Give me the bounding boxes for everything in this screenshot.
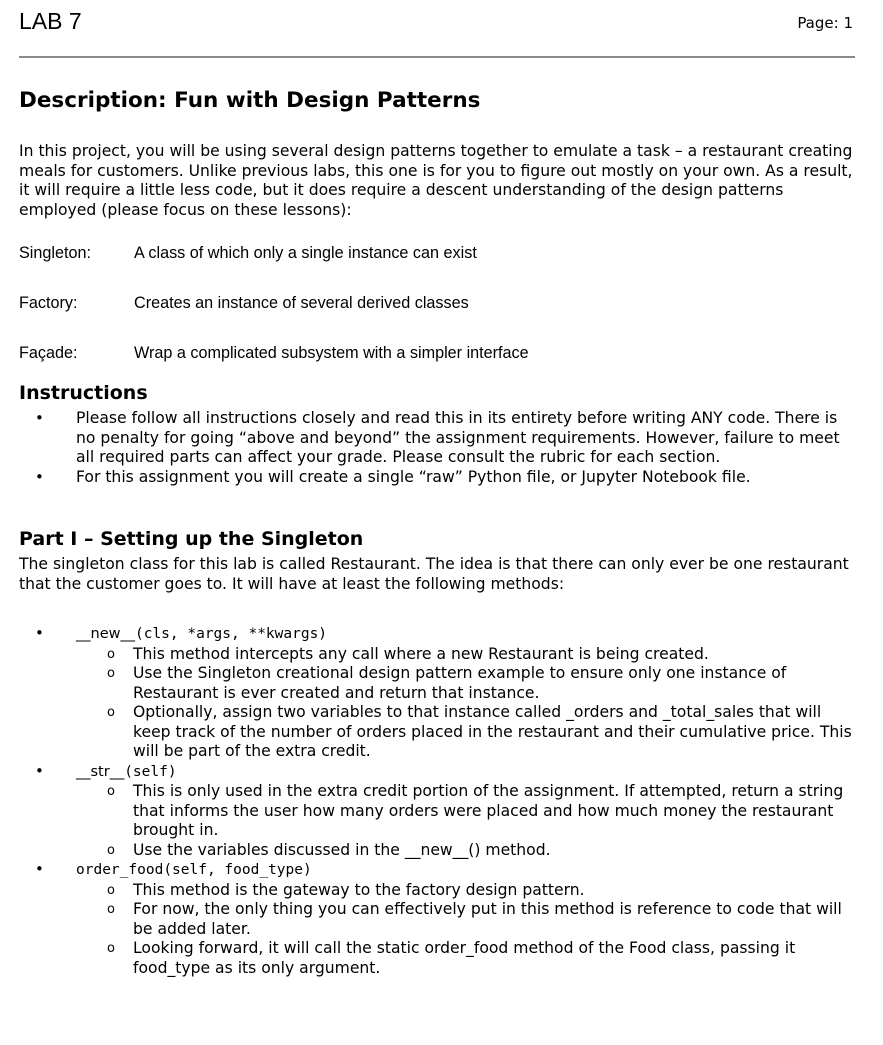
method-notes [76, 881, 859, 979]
pattern-singleton [19, 243, 859, 263]
method-new [19, 624, 859, 762]
pattern-description: Wrap a complicated subsystem with a simpler interface [134, 344, 529, 362]
method-order-food [19, 860, 859, 978]
list-item: o Use the variables discussed in the __new__() method. [76, 841, 859, 861]
method-str [19, 762, 859, 861]
method-name: __new__ [76, 626, 135, 642]
methods-list [19, 624, 859, 978]
list-item: • Please follow all instructions closely and read this in its entirety before writing ANY code. There is no penalty for going “above and beyond” the assignment requirements. However, failure to meet all required parts can affect your grade. Please consult the rubric for each section. [19, 409, 859, 468]
pattern-factory [19, 293, 859, 313]
list-item: o For now, the only thing you can effectively put in this method is reference to code that will be added later. [76, 900, 859, 939]
list-item: • For this assignment you will create a single “raw” Python file, or Jupyter Notebook file. [19, 468, 859, 488]
header-divider [19, 56, 855, 58]
pattern-term: Factory: [19, 294, 78, 312]
pattern-description: A class of which only a single instance can exist [134, 244, 477, 262]
pattern-definitions [19, 243, 859, 363]
list-item: o Optionally, assign two variables to that instance called _orders and _total_sales that will keep track of the number of orders placed in the restaurant and their cumulative price. This will be part of the extra credit. [76, 703, 859, 762]
method-signature: (self, food_type) [163, 862, 312, 878]
page-number: Page: 1 [797, 14, 853, 32]
method-signature: (self) [124, 763, 177, 780]
description-heading: Description: Fun with Design Patterns [19, 88, 481, 113]
list-item: o This method intercepts any call where a new Restaurant is being created. [76, 645, 859, 665]
pattern-term: Façade: [19, 344, 78, 362]
pattern-description: Creates an instance of several derived classes [134, 294, 469, 312]
instructions-section [19, 380, 859, 487]
document-body [19, 86, 859, 978]
part1-section [19, 526, 859, 978]
method-name: order_food [76, 862, 164, 878]
method-notes [76, 782, 859, 860]
pattern-facade [19, 343, 859, 363]
list-item: o Looking forward, it will call the static order_food method of the Food class, passing it food_type as its only argument. [76, 939, 859, 978]
list-item: o Use the Singleton creational design pattern example to ensure only one instance of Restaurant is ever created and return that instance. [76, 664, 859, 703]
description-intro: In this project, you will be using several design patterns together to emulate a task – a restaurant creating meals for customers. Unlike previous labs, this one is for you to figure out mostly on your own. As a result, it will require a little less code, but it does require a descent understanding of the design patterns employed (please focus on these lessons): [19, 142, 853, 219]
pattern-term: Singleton: [19, 244, 91, 262]
method-name: __str__ [76, 763, 125, 780]
part1-heading: Part I – Setting up the Singleton [19, 528, 364, 550]
instructions-list [19, 409, 859, 487]
method-signature: (cls, *args, **kwargs) [134, 626, 328, 642]
list-item: o This is only used in the extra credit portion of the assignment. If attempted, return a string that informs the user how many orders were placed and how much money the restaurant brought in. [76, 782, 859, 841]
part1-intro: The singleton class for this lab is called Restaurant. The idea is that there can only ever be one restaurant that the customer goes to. It will have at least the following methods: [19, 555, 849, 593]
list-item: o This method is the gateway to the factory design pattern. [76, 881, 859, 901]
method-notes [76, 645, 859, 762]
document-title: LAB 7 [19, 8, 82, 34]
instructions-heading: Instructions [19, 382, 148, 404]
